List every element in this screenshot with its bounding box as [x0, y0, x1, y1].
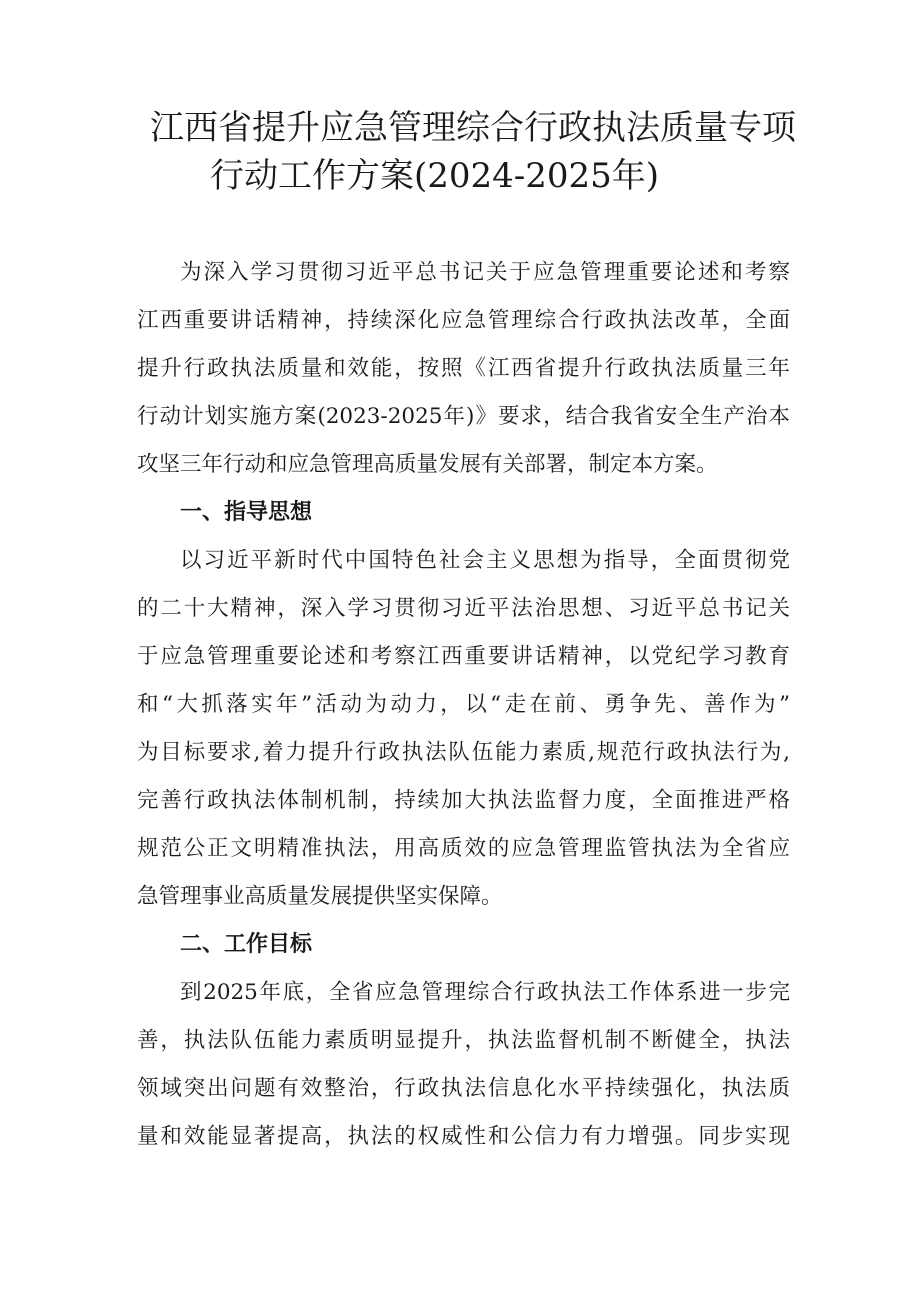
section1-line: 以习近平新时代中国特色社会主义思想为指导，全面贯彻党: [180, 548, 790, 573]
section-heading-work-goals: 二、工作目标: [180, 932, 313, 957]
intro-line: 江西重要讲话精神，持续深化应急管理综合行政执法改革，全面: [137, 308, 790, 333]
intro-line: 为深入学习贯彻习近平总书记关于应急管理重要论述和考察: [180, 260, 790, 285]
section2-line: 善，执法队伍能力素质明显提升，执法监督机制不断健全，执法: [137, 1028, 790, 1053]
section2-line: 到2025年底，全省应急管理综合行政执法工作体系进一步完: [180, 980, 790, 1005]
section2-line: 量和效能显著提高，执法的权威性和公信力有力增强。同步实现: [137, 1124, 790, 1149]
section1-line: 和“大抓落实年”活动为动力，以“走在前、勇争先、善作为”: [137, 692, 790, 717]
section-heading-guiding-ideology: 一、指导思想: [180, 500, 313, 525]
section1-line: 为目标要求,着力提升行政执法队伍能力素质,规范行政执法行为,: [137, 740, 790, 765]
intro-line: 提升行政执法质量和效能，按照《江西省提升行政执法质量三年: [137, 356, 790, 381]
document-title-line-1: 江西省提升应急管理综合行政执法质量专项: [150, 108, 796, 148]
section1-line: 急管理事业高质量发展提供坚实保障。: [137, 884, 503, 909]
section1-line: 的二十大精神，深入学习贯彻习近平法治思想、习近平总书记关: [137, 596, 790, 621]
document-title-line-2: 行动工作方案(2024-2025年): [210, 156, 660, 196]
section1-line: 规范公正文明精准执法，用高质效的应急管理监管执法为全省应: [137, 836, 790, 861]
intro-line: 攻坚三年行动和应急管理高质量发展有关部署，制定本方案。: [137, 452, 718, 477]
intro-line: 行动计划实施方案(2023-2025年)》要求，结合我省安全生产治本: [137, 404, 790, 429]
section1-line: 于应急管理重要论述和考察江西重要讲话精神，以党纪学习教育: [137, 644, 790, 669]
section2-line: 领域突出问题有效整治，行政执法信息化水平持续强化，执法质: [137, 1076, 790, 1101]
section1-line: 完善行政执法体制机制，持续加大执法监督力度，全面推进严格: [137, 788, 790, 813]
